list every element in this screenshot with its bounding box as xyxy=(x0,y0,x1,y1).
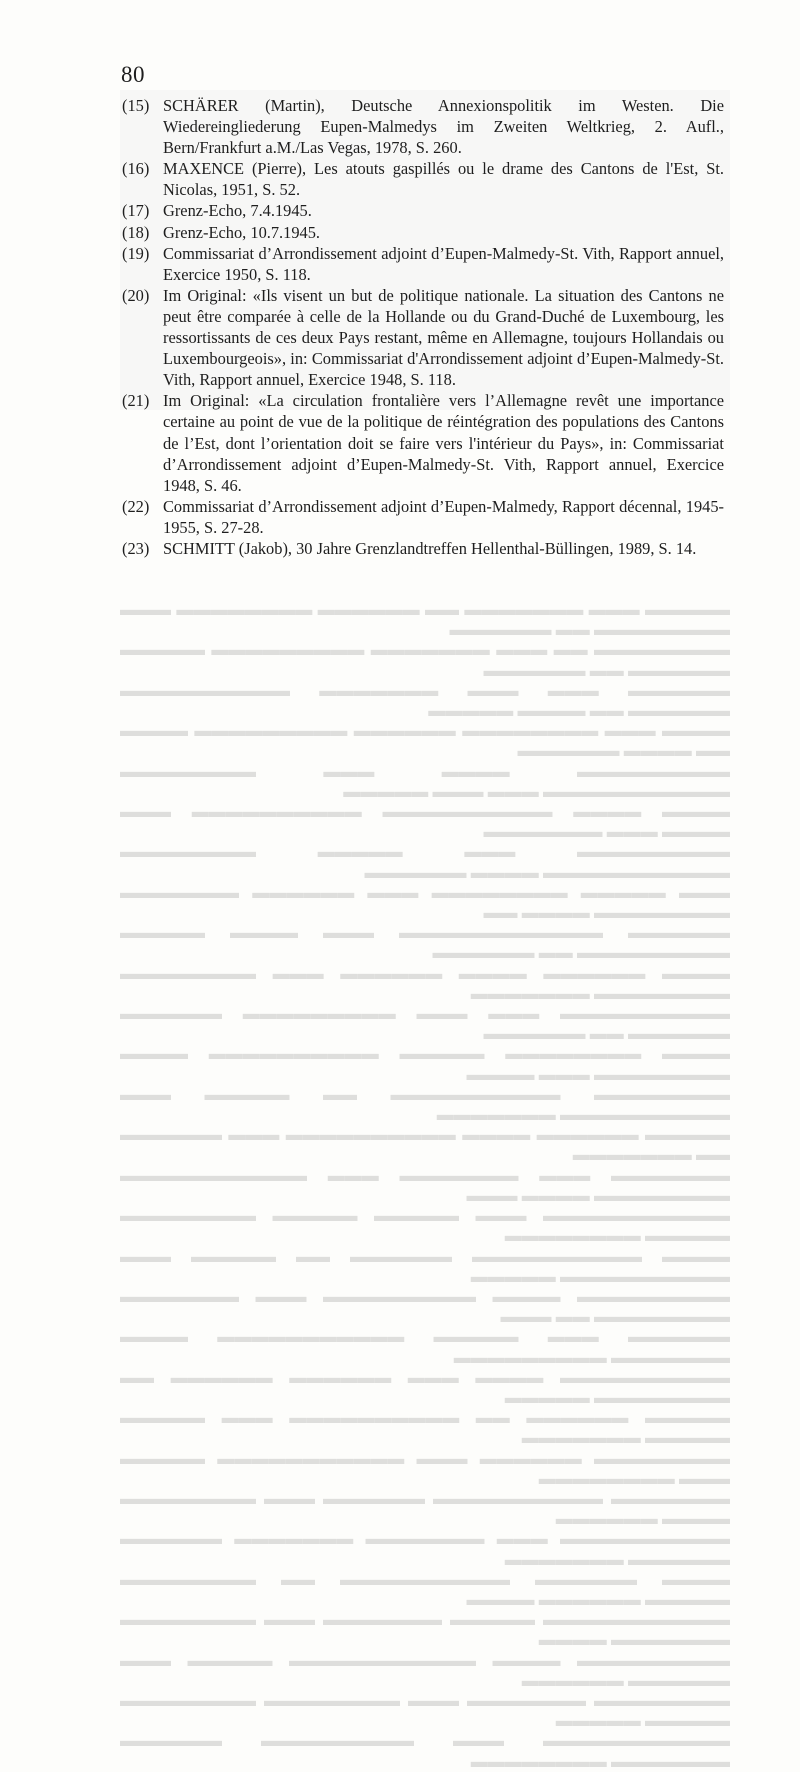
endnote-number: (19) xyxy=(122,243,150,263)
endnote xyxy=(122,158,724,200)
show-through-text: ▬▬▬▬▬ ▬▬▬ ▬▬▬▬▬▬▬ ▬▬ ▬▬▬▬▬▬ ▬▬▬▬▬▬▬▬ ▬▬▬ ▬▬▬▬▬▬▬▬ ▬▬ ▬▬▬▬▬▬ ▬▬▬▬▬▬▬▬ ▬▬ ▬▬▬ ▬▬▬▬▬▬▬ ▬▬▬▬▬▬▬▬▬ ▬▬▬▬▬ ▬▬▬▬▬▬ ▬▬ ▬▬▬▬▬▬ ▬▬▬▬▬▬ ▬▬▬ ▬▬▬ ▬▬▬▬▬▬▬ ▬▬▬▬▬▬▬▬▬▬ ▬▬▬▬▬▬ ▬▬ ▬▬▬▬ ▬▬▬▬▬ ▬▬▬▬ ▬▬▬ ▬▬▬▬▬▬▬▬ ▬▬▬▬▬▬ ▬▬▬▬▬▬▬▬▬ ▬▬▬▬ ▬▬ ▬▬▬▬ ▬▬▬▬▬▬ ▬▬▬▬▬▬▬▬▬ ▬▬▬▬ ▬▬▬ ▬▬▬▬▬▬▬▬ ▬▬▬▬▬▬▬▬▬▬▬ ▬▬▬ ▬▬▬ ▬▬▬▬▬ ▬▬▬▬ ▬▬▬▬ ▬▬▬▬▬▬▬▬▬▬ ▬▬▬▬▬▬▬▬▬▬ ▬▬▬ ▬▬▬▬ ▬▬▬ ▬▬▬▬▬▬▬ ▬▬▬▬▬▬▬▬▬ ▬▬▬ ▬▬▬▬▬ ▬▬▬▬▬▬▬▬ ▬▬▬▬▬▬▬▬▬▬▬ ▬▬▬▬ ▬▬▬▬▬▬ ▬▬▬ ▬▬▬▬▬ ▬▬▬▬▬▬▬▬ ▬▬▬ ▬▬▬▬▬▬ ▬▬▬▬▬▬▬ ▬▬▬▬▬▬▬▬ ▬▬▬▬ ▬▬ ▬▬▬▬▬▬ ▬▬▬▬▬▬▬▬▬▬▬▬ ▬▬▬ ▬▬▬▬ ▬▬▬▬▬ ▬▬▬▬▬▬▬▬▬ ▬▬ ▬▬▬▬▬▬ ▬▬▬▬ ▬▬▬▬▬▬ ▬▬▬▬ ▬▬▬▬▬▬ ▬▬▬ ▬▬▬▬▬▬▬▬ ▬▬▬▬▬▬▬▬ ▬▬▬▬▬▬▬ ▬▬▬▬▬▬▬▬▬▬ ▬▬▬ ▬▬▬ ▬▬▬▬▬▬▬▬▬ ▬▬▬▬▬▬ ▬▬▬▬▬▬ ▬▬ ▬▬▬▬▬▬ ▬▬▬▬ ▬▬▬▬▬▬▬▬ ▬▬▬▬▬ ▬▬▬▬▬▬▬▬▬▬ ▬▬▬▬ ▬▬▬▬▬▬▬▬ ▬▬▬ ▬▬▬▬ ▬▬▬▬▬▬▬▬ ▬▬▬▬▬▬▬▬▬▬ ▬▬ ▬▬▬▬▬ ▬▬▬ ▬▬▬▬▬▬▬▬▬▬ ▬▬▬▬▬▬▬ ▬▬▬▬▬ ▬▬▬▬▬▬ ▬▬▬▬ ▬▬▬▬▬▬▬▬▬▬ ▬▬▬ ▬▬▬▬▬▬ ▬▬ ▬▬▬▬▬▬▬ ▬▬▬▬▬▬▬ ▬▬▬ ▬▬▬▬▬▬▬ ▬▬▬ ▬▬▬▬▬▬▬▬▬▬▬ ▬▬▬▬▬▬▬▬ ▬▬▬▬ ▬▬▬ ▬▬▬▬▬▬▬▬▬▬▬ ▬▬▬ ▬▬▬▬▬ ▬▬▬▬▬ ▬▬▬▬▬▬▬▬ ▬▬▬▬▬ ▬▬▬▬▬▬▬▬ ▬▬▬▬ ▬▬▬▬▬▬▬▬▬▬ ▬▬▬▬▬▬ ▬▬ ▬▬▬▬▬ ▬▬▬ ▬▬▬▬▬▬▬▬▬▬ ▬▬▬▬▬ ▬▬▬▬▬▬▬▬▬ ▬▬▬▬ ▬▬▬▬▬▬▬▬▬ ▬▬▬ ▬▬▬▬▬▬▬ ▬▬▬▬▬▬▬▬ ▬▬ ▬▬▬ ▬▬▬▬▬▬ ▬▬▬ ▬▬▬▬▬ ▬▬▬▬▬▬▬▬▬▬▬ ▬▬▬▬ ▬▬▬▬▬▬▬ ▬▬▬▬▬▬▬▬▬ ▬▬▬▬▬▬▬▬▬▬ ▬▬▬▬ ▬▬▬ ▬▬▬▬▬▬ ▬▬▬▬▬▬ ▬▬ ▬▬▬▬▬▬▬▬ ▬▬▬▬▬ ▬▬▬▬▬ ▬▬▬▬▬▬ ▬▬ ▬▬▬▬▬▬▬▬▬▬ ▬▬▬ ▬▬▬▬▬ ▬▬▬▬▬ ▬▬▬▬▬▬▬ ▬▬▬▬▬▬▬▬ ▬▬▬▬▬▬ ▬▬▬ ▬▬▬▬▬▬▬▬▬▬▬ ▬▬▬▬▬ ▬▬▬ ▬▬▬▬▬▬▬▬ ▬▬▬▬▬▬▬ ▬▬▬▬▬▬▬▬▬▬ ▬▬▬▬▬▬ ▬▬▬ ▬▬▬▬▬▬▬▬ ▬▬▬▬ ▬▬▬▬▬▬ ▬▬▬▬▬▬▬▬▬▬ ▬▬▬ ▬▬▬▬▬▬▬ ▬▬▬▬▬▬▬ ▬▬▬▬▬▬ ▬▬▬▬▬▬ ▬▬▬▬▬▬▬ ▬▬▬▬ ▬▬▬▬▬▬ ▬▬▬▬▬▬▬▬▬▬ ▬▬ ▬▬▬▬▬▬▬▬ ▬▬▬▬▬ ▬▬▬▬▬▬ ▬▬▬▬ ▬▬▬▬▬▬▬▬▬▬▬ ▬▬▬▬▬ ▬▬▬▬▬▬▬ ▬▬▬ ▬▬▬▬▬▬▬▬ ▬▬▬▬▬▬▬ ▬▬▬▬ ▬▬▬▬▬▬▬▬▬ ▬▬▬▬ ▬▬▬▬▬▬▬▬▬▬▬ ▬▬▬▬▬ ▬▬▬ ▬▬▬▬▬▬ ▬▬▬▬▬▬ ▬▬▬▬▬▬▬▬ ▬▬▬▬▬▬▬ ▬▬▬ ▬▬▬▬▬▬▬▬ ▬▬▬▬▬▬▬▬ ▬▬▬▬▬ ▬▬▬▬▬ ▬▬▬▬▬▬▬▬▬▬▬ ▬▬▬ ▬▬▬▬▬▬▬▬▬ ▬▬▬▬▬▬ ▬▬▬▬▬▬▬ ▬▬▬▬▬▬▬▬ xyxy=(120,600,730,1771)
endnote-text: Im Original: «La circulation frontalière vers l’Allemagne revêt une importance certaine au point de vue de la politique de réintégration des populations des Cantons de l’Est, dont l’orientation doit se faire vers l'intérieur du Pays», in: Commissariat d’Arrondissement adjoint d’Eupen-Malmedy-St. Vith, Rapport annuel, Exercice 1948, S. 46. xyxy=(163,391,724,495)
endnote xyxy=(122,496,724,538)
endnote-number: (18) xyxy=(122,222,150,242)
endnote xyxy=(122,200,724,221)
endnote-number: (15) xyxy=(122,96,150,115)
endnote-text: Commissariat d’Arrondissement adjoint d’Eupen-Malmedy, Rapport décennal, 1945- 1955, S. 27-28. xyxy=(163,496,724,537)
endnote xyxy=(122,222,724,243)
endnote xyxy=(122,390,724,495)
endnote-text: Grenz-Echo, 10.7.1945. xyxy=(163,222,321,242)
endnote xyxy=(122,243,724,285)
endnote-number: (20) xyxy=(122,285,150,305)
endnote xyxy=(122,285,724,390)
endnote-text: SCHMITT (Jakob), 30 Jahre Grenzlandtreffen Hellenthal-Büllingen, 1989, S. 14. xyxy=(163,538,697,558)
endnote-text: SCHÄRER (Martin), Deutsche Annexionspolitik im Westen. Die Wiedereingliederung Eupen-Malmedys im Zweiten Weltkrieg, 2. Aufl., Bern/Frankfurt a.M./Las Vegas, 1978, S. 260. xyxy=(163,96,724,158)
endnote-text: MAXENCE (Pierre), Les atouts gaspillés ou le drame des Cantons de l'Est, St. Nicolas, 1951, S. 52. xyxy=(163,159,724,200)
endnote-text: Commissariat d’Arrondissement adjoint d’Eupen-Malmedy-St. Vith, Rapport annuel, Exercice 1950, S. 118. xyxy=(163,243,724,284)
endnote xyxy=(122,538,724,559)
page-number: 80 xyxy=(121,62,145,87)
endnotes-list xyxy=(122,95,724,559)
endnote-number: (21) xyxy=(122,391,150,411)
endnote-number: (17) xyxy=(122,201,150,221)
endnote-text: Im Original: «Ils visent un but de politique nationale. La situation des Cantons ne peut être comparée à celle de la Hollande ou du Grand-Duché de Luxembourg, les ressortissants de ces deux Pays restant, même en Allemagne, toujours Hollandais ou Luxembourgeois», in: Commissariat d'Arrondissement adjoint d’Eupen-Malmedy-St. Vith, Rapport annuel, Exercice 1948, S. 118. xyxy=(163,285,724,390)
endnote-text: Grenz-Echo, 7.4.1945. xyxy=(163,201,312,221)
endnote-number: (16) xyxy=(122,159,150,179)
endnote-number: (23) xyxy=(122,538,150,558)
endnote-number: (22) xyxy=(122,496,150,516)
endnote xyxy=(122,95,724,158)
